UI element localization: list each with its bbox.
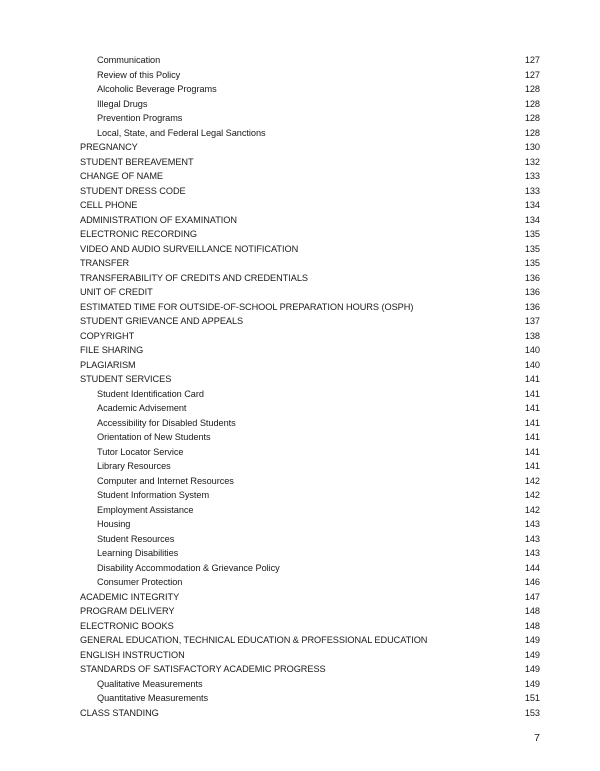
toc-entry-page: 128: [524, 84, 540, 94]
toc-entry-page: 136: [524, 287, 540, 297]
toc-entry-title: Prevention Programs: [97, 113, 183, 123]
toc-entry-title: Qualitative Measurements: [97, 678, 203, 689]
toc-entry[interactable]: [80, 227, 540, 242]
toc-subentry[interactable]: [80, 503, 540, 518]
toc-entry-title: PLAGIARISM: [80, 359, 136, 370]
toc-entry-title: COPYRIGHT: [80, 330, 135, 341]
toc-subentry[interactable]: [80, 416, 540, 431]
toc-entry-page: 148: [524, 620, 540, 631]
toc-entry[interactable]: [80, 285, 540, 300]
toc-entry-page: 142: [524, 490, 540, 500]
toc-entry-page: 134: [524, 200, 540, 210]
toc-entry-title: PREGNANCY: [80, 142, 138, 152]
toc-entry[interactable]: [80, 300, 540, 315]
toc-subentry[interactable]: [80, 82, 540, 97]
toc-entry-title: Local, State, and Federal Legal Sanctions: [97, 127, 266, 138]
toc-entry-page: 136: [524, 272, 540, 283]
toc-entry-title: STUDENT SERVICES: [80, 374, 172, 384]
toc-entry-page: 134: [524, 214, 540, 225]
toc-entry[interactable]: [80, 604, 540, 619]
toc-entry-page: 153: [524, 707, 540, 718]
toc-entry[interactable]: [80, 706, 540, 721]
toc-entry[interactable]: [80, 648, 540, 663]
toc-entry-page: 127: [524, 69, 540, 80]
toc-entry-page: 149: [524, 664, 540, 674]
toc-entry-page: 141: [524, 388, 540, 399]
toc-entry-title: STUDENT DRESS CODE: [80, 185, 186, 196]
toc-entry-title: VIDEO AND AUDIO SURVEILLANCE NOTIFICATION: [80, 243, 299, 254]
toc-entry-title: Computer and Internet Resources: [97, 475, 234, 486]
toc-entry[interactable]: [80, 619, 540, 634]
toc-subentry[interactable]: [80, 474, 540, 489]
toc-subentry[interactable]: [80, 97, 540, 112]
toc-subentry[interactable]: [80, 517, 540, 532]
toc-entry-page: 132: [524, 156, 540, 167]
toc-entry-page: 138: [524, 330, 540, 341]
toc-entry-title: ELECTRONIC BOOKS: [80, 620, 174, 631]
toc-entry-title: Quantitative Measurements: [97, 693, 209, 703]
toc-entry-page: 140: [524, 359, 540, 370]
toc-entry-page: 143: [524, 533, 540, 544]
toc-entry-title: CLASS STANDING: [80, 707, 159, 718]
toc-entry-page: 143: [524, 519, 540, 529]
toc-entry-title: Consumer Protection: [97, 577, 183, 587]
toc-entry-title: PROGRAM DELIVERY: [80, 606, 175, 616]
toc-entry[interactable]: [80, 213, 540, 228]
toc-entry-title: ELECTRONIC RECORDING: [80, 229, 197, 239]
toc-entry-page: 137: [524, 316, 540, 326]
toc-entry-page: 133: [524, 171, 540, 181]
table-of-contents: [80, 53, 540, 720]
toc-entry-page: 149: [524, 678, 540, 689]
toc-entry-page: 149: [524, 635, 540, 645]
toc-subentry[interactable]: [80, 691, 540, 706]
toc-entry-title: GENERAL EDUCATION, TECHNICAL EDUCATION & PROFESSIONAL EDUCATION: [80, 635, 428, 645]
toc-entry-title: CHANGE OF NAME: [80, 171, 164, 181]
toc-subentry[interactable]: [80, 445, 540, 460]
toc-entry-page: 135: [524, 258, 540, 268]
toc-entry-page: 130: [524, 142, 540, 152]
toc-subentry[interactable]: [80, 111, 540, 126]
toc-entry[interactable]: [80, 155, 540, 170]
toc-entry-title: Student Resources: [97, 533, 175, 544]
toc-entry-title: Library Resources: [97, 461, 171, 471]
toc-entry-page: 127: [524, 55, 540, 65]
toc-entry-page: 141: [524, 446, 540, 457]
toc-entry-title: Learning Disabilities: [97, 548, 179, 558]
toc-entry[interactable]: [80, 242, 540, 257]
toc-entry[interactable]: [80, 169, 540, 184]
toc-entry[interactable]: [80, 198, 540, 213]
toc-entry-title: Illegal Drugs: [97, 98, 148, 109]
toc-entry[interactable]: [80, 633, 540, 648]
page-number: 7: [534, 732, 540, 744]
toc-entry-page: 128: [524, 98, 540, 109]
toc-entry[interactable]: [80, 343, 540, 358]
toc-entry-page: 141: [524, 432, 540, 442]
toc-entry[interactable]: [80, 372, 540, 387]
toc-subentry[interactable]: [80, 68, 540, 83]
toc-entry-page: 151: [524, 693, 540, 703]
toc-entry-page: 142: [524, 475, 540, 486]
toc-entry-page: 135: [524, 243, 540, 254]
toc-entry-page: 133: [524, 185, 540, 196]
toc-entry-page: 128: [524, 127, 540, 138]
toc-subentry[interactable]: [80, 53, 540, 68]
toc-entry-page: 146: [524, 577, 540, 587]
toc-entry[interactable]: [80, 590, 540, 605]
toc-subentry[interactable]: [80, 546, 540, 561]
toc-entry-page: 149: [524, 649, 540, 660]
toc-entry-page: 135: [524, 229, 540, 239]
toc-entry-title: Accessibility for Disabled Students: [97, 417, 236, 428]
toc-entry-title: Orientation of New Students: [97, 432, 211, 442]
toc-subentry[interactable]: [80, 126, 540, 141]
toc-entry-page: 142: [524, 504, 540, 515]
toc-entry-page: 140: [524, 345, 540, 355]
toc-entry-page: 128: [524, 113, 540, 123]
toc-entry-title: Student Information System: [97, 490, 210, 500]
toc-entry-title: STUDENT GRIEVANCE AND APPEALS: [80, 316, 244, 326]
toc-entry-title: ACADEMIC INTEGRITY: [80, 591, 180, 602]
toc-subentry[interactable]: [80, 459, 540, 474]
toc-entry-title: Communication: [97, 55, 161, 65]
toc-entry-title: FILE SHARING: [80, 345, 144, 355]
toc-entry-title: TRANSFER: [80, 258, 130, 268]
toc-entry-title: Housing: [97, 519, 131, 529]
toc-subentry[interactable]: [80, 387, 540, 402]
toc-subentry[interactable]: [80, 488, 540, 503]
toc-subentry[interactable]: [80, 430, 540, 445]
toc-entry-title: Disability Accommodation & Grievance Policy: [97, 562, 280, 573]
toc-entry-title: TRANSFERABILITY OF CREDITS AND CREDENTIALS: [80, 272, 308, 283]
toc-entry-title: ESTIMATED TIME FOR OUTSIDE-OF-SCHOOL PREPARATION HOURS (OSPH): [80, 301, 414, 312]
toc-entry-title: STANDARDS OF SATISFACTORY ACADEMIC PROGRESS: [80, 664, 326, 674]
toc-entry[interactable]: [80, 256, 540, 271]
toc-entry-title: ADMINISTRATION OF EXAMINATION: [80, 214, 237, 225]
toc-entry-page: 147: [524, 591, 540, 602]
toc-entry-title: ENGLISH INSTRUCTION: [80, 649, 185, 660]
toc-entry[interactable]: [80, 140, 540, 155]
toc-entry-title: Alcoholic Beverage Programs: [97, 84, 217, 94]
toc-entry-page: 143: [524, 548, 540, 558]
toc-entry-page: 144: [524, 562, 540, 573]
toc-subentry[interactable]: [80, 401, 540, 416]
toc-entry-page: 141: [524, 403, 540, 413]
toc-entry-page: 148: [524, 606, 540, 616]
toc-entry-page: 141: [524, 417, 540, 428]
toc-entry-title: STUDENT BEREAVEMENT: [80, 156, 194, 167]
toc-entry-title: Tutor Locator Service: [97, 446, 184, 457]
toc-entry[interactable]: [80, 662, 540, 677]
toc-subentry[interactable]: [80, 532, 540, 547]
toc-entry[interactable]: [80, 329, 540, 344]
toc-entry-title: CELL PHONE: [80, 200, 138, 210]
toc-entry-title: Academic Advisement: [97, 403, 187, 413]
toc-entry-title: Employment Assistance: [97, 504, 194, 515]
toc-entry-page: 141: [524, 461, 540, 471]
toc-entry-page: 136: [524, 301, 540, 312]
toc-entry[interactable]: [80, 271, 540, 286]
toc-entry-page: 141: [524, 374, 540, 384]
toc-entry-title: UNIT OF CREDIT: [80, 287, 153, 297]
toc-subentry[interactable]: [80, 561, 540, 576]
toc-entry[interactable]: [80, 184, 540, 199]
toc-entry-title: Review of this Policy: [97, 69, 181, 80]
toc-entry[interactable]: [80, 358, 540, 373]
toc-subentry[interactable]: [80, 677, 540, 692]
toc-subentry[interactable]: [80, 575, 540, 590]
toc-entry-title: Student Identification Card: [97, 388, 204, 399]
toc-entry[interactable]: [80, 314, 540, 329]
